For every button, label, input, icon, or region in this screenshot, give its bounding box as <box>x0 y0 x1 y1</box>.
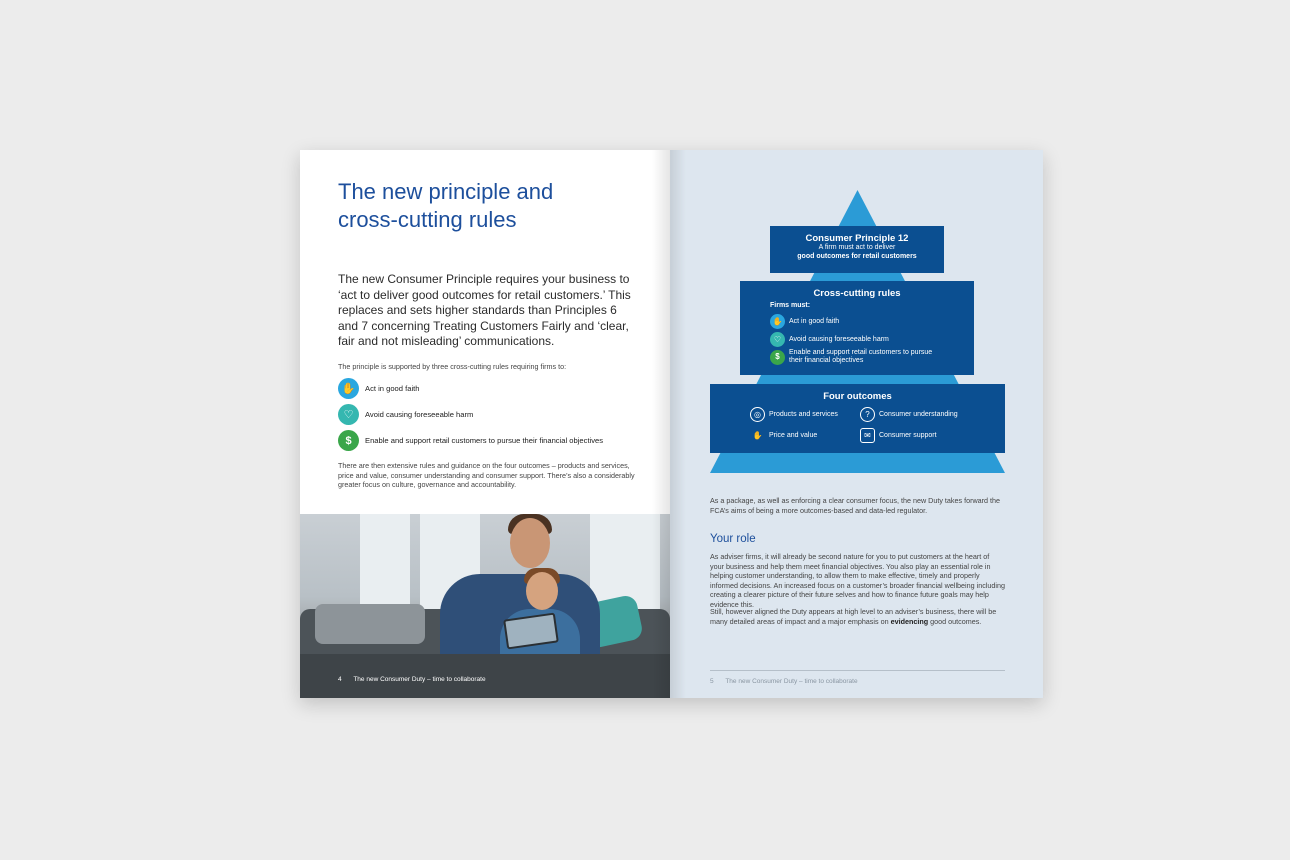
cross-item-label: Act in good faith <box>789 317 840 325</box>
outcome-item <box>860 428 937 443</box>
outcome-label: Products and services <box>769 411 838 418</box>
page-number: 4 <box>338 676 342 683</box>
your-role-heading: Your role <box>710 533 756 545</box>
left-footer <box>338 676 486 683</box>
money-bag-icon: $ <box>338 430 359 451</box>
consumer-duty-pyramid <box>710 190 1005 473</box>
rule-label: Enable and support retail customers to pursue their financial objectives <box>365 436 604 445</box>
cross-item-label-line-2: their financial objectives <box>789 357 864 364</box>
footer-title: The new Consumer Duty – time to collaborate <box>725 678 858 685</box>
cross-item <box>770 349 932 365</box>
blanket <box>315 604 425 644</box>
role-paragraph-2 <box>710 607 1005 626</box>
footer-title: The new Consumer Duty – time to collaborate <box>353 676 486 683</box>
outcomes-title: Four outcomes <box>823 391 892 402</box>
role-paragraph-2-emphasis: evidencing <box>890 616 929 626</box>
heart-pulse-icon: ♡ <box>770 332 785 347</box>
rule-enable-support <box>338 430 603 451</box>
principle-sub-2: good outcomes for retail customers <box>797 252 917 260</box>
page-title <box>338 178 638 234</box>
outcome-label: Consumer understanding <box>879 411 958 418</box>
outcome-label: Price and value <box>769 432 818 439</box>
right-footer <box>710 678 858 685</box>
page-number: 5 <box>710 678 714 685</box>
rule-label: Avoid causing foreseeable harm <box>365 410 474 419</box>
title-line-2: cross-cutting rules <box>338 207 517 232</box>
package-paragraph: As a package, as well as enforcing a clear consumer focus, the new Duty takes forward the FCA’s aims of being a more outcomes-based and data-led regulator. <box>710 496 1001 515</box>
principle-box <box>770 226 944 273</box>
role-paragraph-2-start: Still, however aligned the Duty appears at high level to an adviser’s business, there will be many detailed areas of impact and a major emphasis on <box>710 607 997 626</box>
right-page <box>670 150 1043 698</box>
role-paragraph-1: As adviser firms, it will already be second nature for you to put customers at the heart of your business and help them meet financial objectives. You also play an essential role in helping customer understanding, to allow them to make effective, timely and properly informed decisions. An increased focus on a customer’s broader financial wellbeing including creating a clearer picture of their future selves and how to finance future goals may help evidence this. <box>710 552 1005 609</box>
footer-divider <box>710 670 1005 671</box>
man-head <box>510 518 550 568</box>
boy-head <box>526 572 558 610</box>
rule-good-faith <box>338 378 419 399</box>
principle-title: Consumer Principle 12 <box>805 233 909 244</box>
cross-item-label-line-1: Enable and support retail customers to pursue <box>789 349 933 356</box>
cross-item <box>770 314 839 329</box>
family-photo <box>300 514 670 698</box>
outcome-item <box>750 407 838 422</box>
hand-coin-icon: ✋ <box>752 431 763 440</box>
role-paragraph-2-end: good outcomes. <box>928 616 982 626</box>
outcomes-paragraph: There are then extensive rules and guidance on the four outcomes – products and services, price and value, consumer understanding and consumer support. There’s also a considerably greater focus on culture, governance and accountability. <box>338 461 635 489</box>
heart-pulse-icon: ♡ <box>338 404 359 425</box>
outcome-item <box>860 407 958 422</box>
question-icon: ? <box>860 407 875 422</box>
cross-cutting-box <box>740 281 974 375</box>
lead-paragraph: The new Consumer Principle requires your business to ‘act to deliver good outcomes for retail customers.’ This replaces and sets higher standards than Principles 6 and 7 concerning Treating Customers Fairly and ‘clear, fair and not misleading’ communications. <box>338 272 631 348</box>
outcome-item <box>750 428 817 443</box>
cross-item-label <box>789 349 932 365</box>
handshake-icon: ✋ <box>770 314 785 329</box>
firms-must: Firms must: <box>770 302 811 309</box>
rule-label: Act in good faith <box>365 384 420 393</box>
chat-phone-icon: ✉ <box>860 428 875 443</box>
target-icon: ◎ <box>750 407 765 422</box>
cross-item <box>770 332 889 347</box>
outcomes-box <box>710 384 1005 453</box>
left-page <box>300 150 670 698</box>
brochure-spread <box>300 150 1043 698</box>
title-line-1: The new principle and <box>338 179 554 204</box>
cross-title: Cross-cutting rules <box>813 288 901 299</box>
rule-avoid-harm <box>338 404 473 425</box>
cross-item-label: Avoid causing foreseeable harm <box>789 335 889 343</box>
outcome-label: Consumer support <box>879 432 937 439</box>
principle-sub-1: A firm must act to deliver <box>818 244 896 251</box>
rules-intro: The principle is supported by three cross-cutting rules requiring firms to: <box>338 362 567 371</box>
handshake-icon: ✋ <box>338 378 359 399</box>
money-bag-icon: $ <box>770 350 785 365</box>
